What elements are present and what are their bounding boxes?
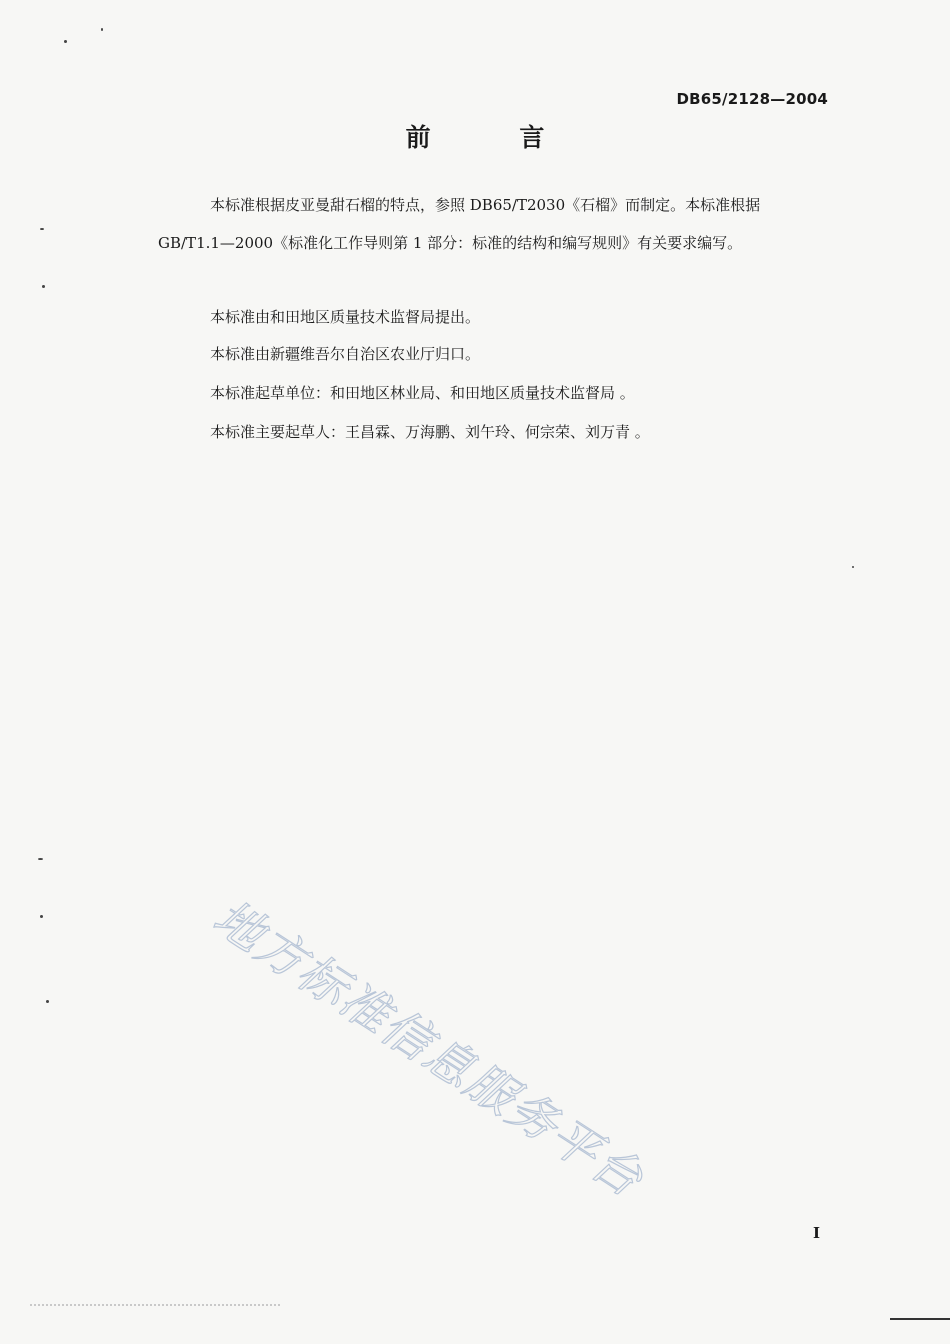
scan-speck: [101, 28, 103, 31]
page-title: 前 言: [405, 123, 585, 152]
scan-speck: [46, 1000, 49, 1003]
watermark: 地方标准信息服务平台: [203, 889, 654, 1209]
foreword-paragraph-1-line-2: GB/T1.1—2000《标准化工作导则第 1 部分：标准的结构和编写规则》有关要求编写。: [158, 234, 743, 252]
standard-code: DB65/2128—2004: [676, 90, 828, 108]
scan-artifact-dots: [30, 1304, 280, 1309]
foreword-drafting-units: 本标准起草单位：和田地区林业局、和田地区质量技术监督局 。: [210, 384, 635, 402]
foreword-proposer: 本标准由和田地区质量技术监督局提出。: [210, 308, 481, 326]
foreword-centralized-unit: 本标准由新疆维吾尔自治区农业厅归口。: [210, 345, 481, 363]
scan-artifact-line: [890, 1318, 950, 1320]
page-number: I: [812, 1224, 820, 1242]
scan-speck: [40, 915, 43, 918]
scan-speck: [42, 285, 45, 288]
foreword-paragraph-1-line-1: 本标准根据皮亚曼甜石榴的特点，参照 DB65/T2030《石榴》而制定。本标准根据: [210, 196, 761, 214]
scan-speck: [40, 228, 44, 230]
scan-speck: [38, 858, 43, 860]
foreword-drafters: 本标准主要起草人：王昌霖、万海鹏、刘午玲、何宗荣、刘万青 。: [210, 423, 650, 441]
scan-speck: [852, 566, 854, 568]
scan-speck: [64, 40, 67, 43]
